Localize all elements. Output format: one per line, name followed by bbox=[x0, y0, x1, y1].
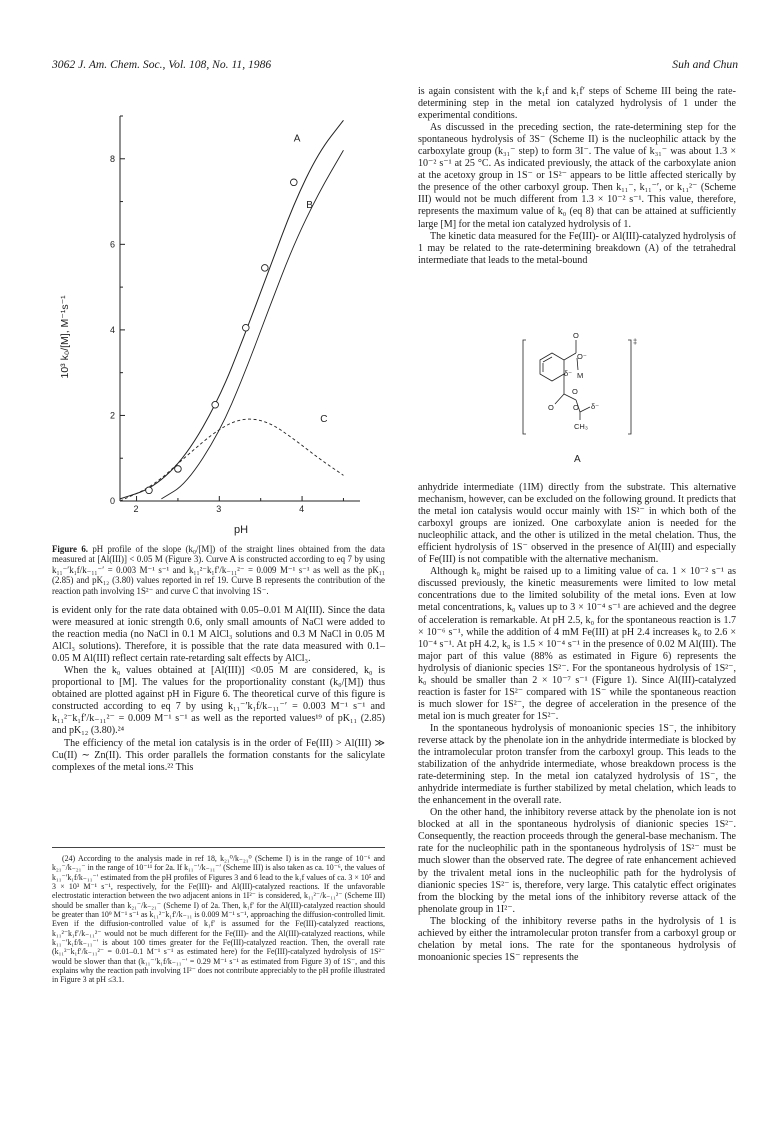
paragraph: The kinetic data measured for the Fe(III)- or Al(III)-catalyzed hydrolysis of 1 may be related to the rate-determining breakdown (A) of the tetrahedral intermediate that leads to the metal-bound bbox=[418, 230, 736, 266]
data-point bbox=[242, 324, 249, 331]
atom-metal: M bbox=[577, 371, 584, 380]
paragraph: The blocking of the inhibitory reverse paths in the hydrolysis of 1 is achieved by either the intramolecular proton transfer from a carboxyl group or chelation by metal ions. The rate for the spontaneous hydrolysis of monoanionic species 1S⁻ represents the bbox=[418, 915, 736, 963]
paragraph: When the k₀ values obtained at [Al(III)] <0.05 M are considered, k₀ is proportional to [M]. The values for the proportionality constant (k₀/[M]) thus obtained are plotted against pH in Figure 6. The theoretical curve of this figure is constructed according to eq 7 by using k₁₁⁻′k₁f/k₋₁₁⁻′ = 0.003 M⁻¹ s⁻¹ and k₁₁²⁻k₁f′/k₋₁₁²⁻ = 0.009 M⁻¹ s⁻¹ as well as the reported values¹⁹ of pK₁₁ (2.85) and pK₁₂ (3.80).²⁴ bbox=[52, 665, 385, 737]
figure-6-chart bbox=[52, 86, 385, 538]
caption-text: pH profile of the slope (k₀/[M]) of the straight lines obtained from the data measured at [Al(III)] < 0.05 M (Figure 3). Curve A is constructed according to eq 7 by using k₁₁⁻′k₁f/k₋₁₁⁻′ = 0.003 M⁻¹ s⁻¹ and k₁₁²⁻k₁f′/k₋₁₁²⁻ = 0.009 M⁻¹ s⁻¹ as well as the pK₁₁ (2.85) and pK₁₂ (3.80) values reported in ref 19. Curve B represents the contribution of the reaction path involving 1S²⁻ and curve C that involving 1S⁻. bbox=[52, 544, 385, 596]
methyl-group: CH₃ bbox=[574, 422, 588, 431]
paragraph: is evident only for the rate data obtained with 0.05–0.01 M Al(III). Since the data were measured at ionic strength 0.6, only small amounts of NaCl were added to the reaction media (no NaCl in 0.1 M AlCl₃ solutions and 0.3 M NaCl in 0.05 M AlCl₃ solutions). Therefore, it is possible that the rate data measured with 0.1–0.05 M Al(III) reflect certain rate-retarding salt effects by AlCl₃. bbox=[52, 605, 385, 665]
data-point bbox=[212, 401, 219, 408]
page-header bbox=[52, 58, 738, 76]
footnote bbox=[52, 854, 385, 985]
caption-label: Figure 6. bbox=[52, 544, 88, 554]
x-tick-label: 3 bbox=[216, 504, 222, 514]
data-point bbox=[262, 265, 269, 272]
paragraph: Although k₀ might be raised up to a limiting value of ca. 1 × 10⁻² s⁻¹ as discussed previously, the kinetic measurements were limited to low metal concentrations due to the limited solubility of the metal ions. Even at low metal concentrations, k₀ values up to 3 × 10⁻⁴ s⁻¹ are achieved and the degree of acceleration is remarkable. At pH 2.5, k₀ for the spontaneous reaction is 1.7 × 10⁻⁶ s⁻¹, while the addition of 4 mM Fe(III) at pH 2.4 increases k₀ to 2.6 × 10⁻⁴ s⁻¹. At pH 4.2, k₀ is 1.5 × 10⁻⁴ s⁻¹ in the presence of 0.02 M Al(III). The major part of this value (88% as estimated in Figure 6) represents the hydrolysis of dianionic species 1S²⁻. For the spontaneous hydrolysis of 1S²⁻, k₀ should be smaller than 2 × 10⁻⁷ s⁻¹ (Figure 1). Since Al(III)-catalyzed reaction is faster for 1S²⁻ compared with 1S⁻ while the spontaneous reaction is much slower for 1S²⁻, the degree of acceleration in the presence of the metal ion is much greater for 1S²⁻. bbox=[418, 566, 736, 722]
paragraph: As discussed in the preceding section, the rate-determining step for the spontaneous hydrolysis of 3S⁻ (Scheme II) is the nucleophilic attack by the carboxylate group (k₃₁⁻ step) to form 3I⁻. The value of k₃₁⁻ was about 1.3 × 10⁻² s⁻¹ at 25 °C. As indicated previously, the attack of the carboxylate anion at the acetoxy group in 1S⁻ or 1S²⁻ appears to be little affected sterically by the presence of the other carboxyl group. Then k₁₁⁻, k₁₁⁻′, or k₁₁²⁻ (Scheme III) would not be much different from 1.3 × 10⁻² s⁻¹. This value, therefore, represents the maximum value of k₀ (eq 8) that can be attained at sufficiently large [M] for the metal ion catalyzed hydrolysis of 1. bbox=[418, 122, 736, 230]
y-tick-label: 0 bbox=[110, 496, 116, 506]
delta-minus-2: δ⁻ bbox=[591, 402, 600, 411]
y-tick-label: 8 bbox=[110, 153, 116, 164]
delta-minus-1: δ⁻ bbox=[564, 369, 573, 378]
transition-state-mark: ‡ bbox=[633, 337, 638, 346]
journal-citation: 3062 J. Am. Chem. Soc., Vol. 108, No. 11, 1986 bbox=[52, 58, 272, 71]
curve-b bbox=[161, 150, 343, 499]
scheme-a-structure bbox=[520, 312, 640, 472]
y-tick-label: 6 bbox=[110, 239, 116, 250]
curve-a bbox=[120, 120, 343, 499]
footnote-rule bbox=[52, 847, 385, 848]
y-tick-label: 2 bbox=[110, 410, 116, 421]
curve-c bbox=[120, 419, 343, 501]
right-column-text-top bbox=[418, 86, 736, 267]
paragraph: On the other hand, the inhibitory reverse attack by the phenolate ion is not blocked at all in the spontaneous hydrolysis of dianionic species 1S²⁻. Consequently, the reaction proceeds through the general-base mechanism. The rate for the nucleophilic path in the spontaneous hydrolysis of 1S²⁻ must be much slower than the observed rate. The degree of rate enhancement achieved by the trivalent metal ions in the nucleophilic path for the hydrolysis of dianionic species 1S²⁻ is, therefore, very large. This catalytic effect originates from the blocking by the metal ions of the inhibitory reverse attack of the phenolate group in 1I²⁻. bbox=[418, 807, 736, 915]
x-tick-label: 2 bbox=[133, 504, 139, 514]
data-point bbox=[290, 179, 297, 186]
paragraph: The efficiency of the metal ion catalysis is in the order of Fe(III) > Al(III) ≫ Cu(II) ∼ Zn(II). This order parallels the formation constants for the salicylate complexes of the metal ions.²² This bbox=[52, 737, 385, 773]
curve-label-c: C bbox=[320, 413, 328, 425]
atom-o-carbonyl: O bbox=[548, 403, 554, 412]
y-axis-title: 10³ k₀/[M], M⁻¹s⁻¹ bbox=[59, 295, 71, 379]
paragraph: is again consistent with the k₁f and k₁f′ steps of Scheme III being the rate-determining step in the metal ion catalyzed hydrolysis of 1 under the experimental conditions. bbox=[418, 86, 736, 122]
atom-o-minus: O⁻ bbox=[577, 352, 587, 361]
x-axis-title: pH bbox=[234, 524, 249, 536]
scheme-label: A bbox=[574, 454, 581, 465]
y-tick-label: 4 bbox=[110, 324, 116, 335]
curve-label-a: A bbox=[293, 133, 301, 145]
right-column-text-bottom bbox=[418, 482, 736, 964]
data-point bbox=[146, 487, 153, 494]
x-tick-label: 4 bbox=[299, 504, 305, 514]
data-point bbox=[175, 466, 182, 473]
footnote-24: (24) According to the analysis made in ref 18, k₂₁⁰/k₋₂₁⁰ (Scheme I) is in the range of 10⁻⁶ and k₂₁⁻/k₋₂₁⁻ in the range of 10⁻¹¹ for 2a. If k₁₁⁻′/k₋₁₁⁻′ (Scheme III) is also taken as ca. 10⁻⁶, the values of k₁₁⁻′k₁f/k₋₁₁⁻′ estimated from the pH profiles of Figures 3 and 6 lead to the k₁f values of ca. 3 × 10⁵ and 3 × 10³ M⁻¹ s⁻¹, respectively, for the Fe(III)- and Al(III)-catalyzed reactions. If the unfavorable electrostatic interaction between the two adjacent anions in 1I²⁻ is considered, k₁₁²⁻/k₋₁₁²⁻ (Scheme III) should be smaller than k₂₁⁻/k₋₂₁⁻ (Scheme I) of 2a. Then, k₁f′ for the Al(III)-catalyzed reaction should be greater than 10⁹ M⁻¹ s⁻¹ as k₁₁²⁻k₁f′/k₋₁₁ is 0.009 M⁻¹ s⁻¹, approaching the diffusion-controlled limit. Even if the diffusion-controlled value of k₁f′ is assumed for the Fe(III)-catalyzed reactions, k₁₁²⁻k₁f′/k₋₁₁²⁻ would not be much different for the Fe(III)- and the Al(III)-catalyzed reactions, while k₁₁⁻′k₁f/k₋₁₁⁻′ is about 100 times greater for the Fe(III)-catalyzed reaction. Then, the overall rate (k₁₁²⁻k₁f′/k₋₁₁²⁻ = 0.01–0.1 M⁻¹ s⁻¹ as estimated here) for the Fe(III)-catalyzed hydrolysis of 1S²⁻ would be slower than that (k₁₁⁻′k₁f/k₋₁₁⁻′ = 0.29 M⁻¹ s⁻¹ as estimated from Figure 3) of 1S⁻, and this explains why the reaction path involving 1I²⁻ does not contribute appreciably to the pH profile illustrated in Figure 3 at pH ≤3.1. bbox=[52, 854, 385, 985]
figure-caption bbox=[52, 544, 385, 596]
left-column-text bbox=[52, 605, 385, 774]
curve-label-b: B bbox=[306, 199, 313, 211]
atom-o-ring: O bbox=[572, 387, 578, 396]
paragraph: In the spontaneous hydrolysis of monoanionic species 1S⁻, the inhibitory reverse attack by the phenolate ion in the anhydride intermediate is blocked by the intramolecular proton transfer from the carboxyl group. This leads to the stabilization of the anhydride intermediate, whose breakdown process is the rate-determining step. In the metal ion catalyzed hydrolysis of 1S⁻, the anhydride intermediate is further stabilized by metal chelation, which leads to the enhancement in the overall rate. bbox=[418, 722, 736, 807]
paragraph: anhydride intermediate (1IM) directly from the substrate. This alternative mechanism, however, can be excluded on the following ground. It predicts that the metal ion catalysis would occur mainly with 1S²⁻ in which both of the carboxyl groups are ionized. One carboxylate anion is needed for the nucleophilic attack, and the other is utilized in the metal chelation. Thus, the efficient hydrolysis of 1S⁻ observed in the presence of Al(III) and especially of Fe(III) is not compatible with the alternative mechanism. bbox=[418, 482, 736, 566]
atom-o-top: O bbox=[573, 331, 579, 340]
running-title: Suh and Chun bbox=[672, 58, 738, 71]
atom-o-ester: O bbox=[573, 403, 579, 412]
